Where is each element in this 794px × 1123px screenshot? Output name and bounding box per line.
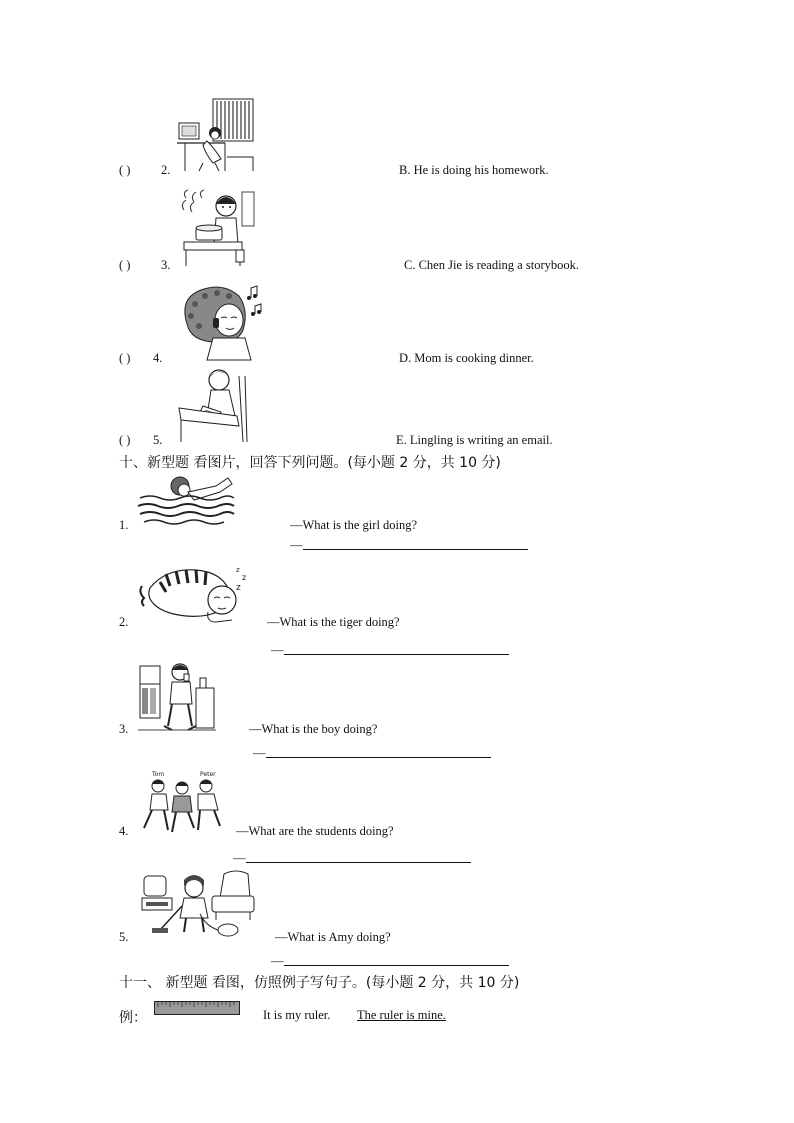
picture-girl-music xyxy=(177,284,265,362)
picture-tiger-sleeping xyxy=(136,558,252,626)
q5-answer-line[interactable] xyxy=(284,965,509,966)
section-ten-heading: 十、新型题 看图片，回答下列问题。(每小题 2 分，共 10 分) xyxy=(119,455,501,471)
picture-boy-reading xyxy=(177,366,249,444)
answer-paren-2[interactable]: ( ) xyxy=(119,163,131,177)
ruler-icon xyxy=(154,1001,240,1015)
option-c: C. Chen Jie is reading a storybook. xyxy=(404,258,579,272)
svg-text:z: z xyxy=(236,566,240,574)
section-eleven-heading: 十一、 新型题 看图，仿照例子写句子。(每小题 2 分，共 10 分) xyxy=(119,975,520,991)
boy-reading-illustration xyxy=(177,366,249,444)
option-e: E. Lingling is writing an email. xyxy=(396,433,553,447)
item-number-4: 4. xyxy=(153,351,163,365)
example-label: 例： xyxy=(119,1010,147,1026)
picture-boy-drinking xyxy=(138,660,216,734)
q3-answer-line[interactable] xyxy=(266,757,491,758)
picture-mom-cooking xyxy=(180,188,256,268)
item-number-3: 3. xyxy=(161,258,171,272)
peter-name-tag: Peter xyxy=(200,771,216,778)
q4-number: 4. xyxy=(119,824,129,838)
picture-boy-computer xyxy=(175,97,255,173)
item-number-5: 5. xyxy=(153,433,163,447)
q5-number: 5. xyxy=(119,930,129,944)
q3-number: 3. xyxy=(119,722,129,736)
q4-question: —What are the students doing? xyxy=(236,824,394,838)
option-b: B. He is doing his homework. xyxy=(399,163,549,177)
q1-answer-line[interactable] xyxy=(303,549,528,550)
q1-number: 1. xyxy=(119,518,129,532)
q1-question: —What is the girl doing? xyxy=(290,518,418,532)
amy-vacuuming-illustration xyxy=(138,868,258,940)
tom-name-tag: Tom xyxy=(152,771,165,778)
svg-text:z: z xyxy=(236,583,241,593)
answer-paren-3[interactable]: ( ) xyxy=(119,258,131,272)
q3-dash: — xyxy=(253,746,266,760)
q4-answer-line[interactable] xyxy=(246,862,471,863)
svg-text:z: z xyxy=(242,573,247,582)
q1-dash: — xyxy=(290,538,303,552)
answer-paren-4[interactable]: ( ) xyxy=(119,351,131,365)
q5-dash: — xyxy=(271,954,284,968)
q5-question: —What is Amy doing? xyxy=(275,930,391,944)
example-answer: The ruler is mine. xyxy=(357,1008,446,1022)
q4-dash: — xyxy=(233,851,246,865)
picture-ruler xyxy=(154,1001,240,1015)
girl-listening-music-illustration xyxy=(177,284,265,362)
option-d: D. Mom is cooking dinner. xyxy=(399,351,534,365)
students-running-illustration xyxy=(138,768,224,838)
q2-dash: — xyxy=(271,643,284,657)
picture-students-running xyxy=(138,768,224,838)
example-sentence: It is my ruler. xyxy=(263,1008,331,1022)
q2-number: 2. xyxy=(119,615,129,629)
q2-answer-line[interactable] xyxy=(284,654,509,655)
picture-girl-swimming xyxy=(136,472,236,528)
q3-question: —What is the boy doing? xyxy=(249,722,378,736)
q2-question: —What is the tiger doing? xyxy=(267,615,400,629)
girl-swimming-illustration xyxy=(136,472,236,528)
item-number-2: 2. xyxy=(161,163,171,177)
mom-cooking-illustration xyxy=(180,188,256,268)
answer-paren-5[interactable]: ( ) xyxy=(119,433,131,447)
boy-computer-illustration xyxy=(175,97,255,173)
boy-drinking-illustration xyxy=(138,660,216,734)
picture-amy-cleaning xyxy=(138,868,258,940)
tiger-sleeping-illustration xyxy=(136,558,252,626)
